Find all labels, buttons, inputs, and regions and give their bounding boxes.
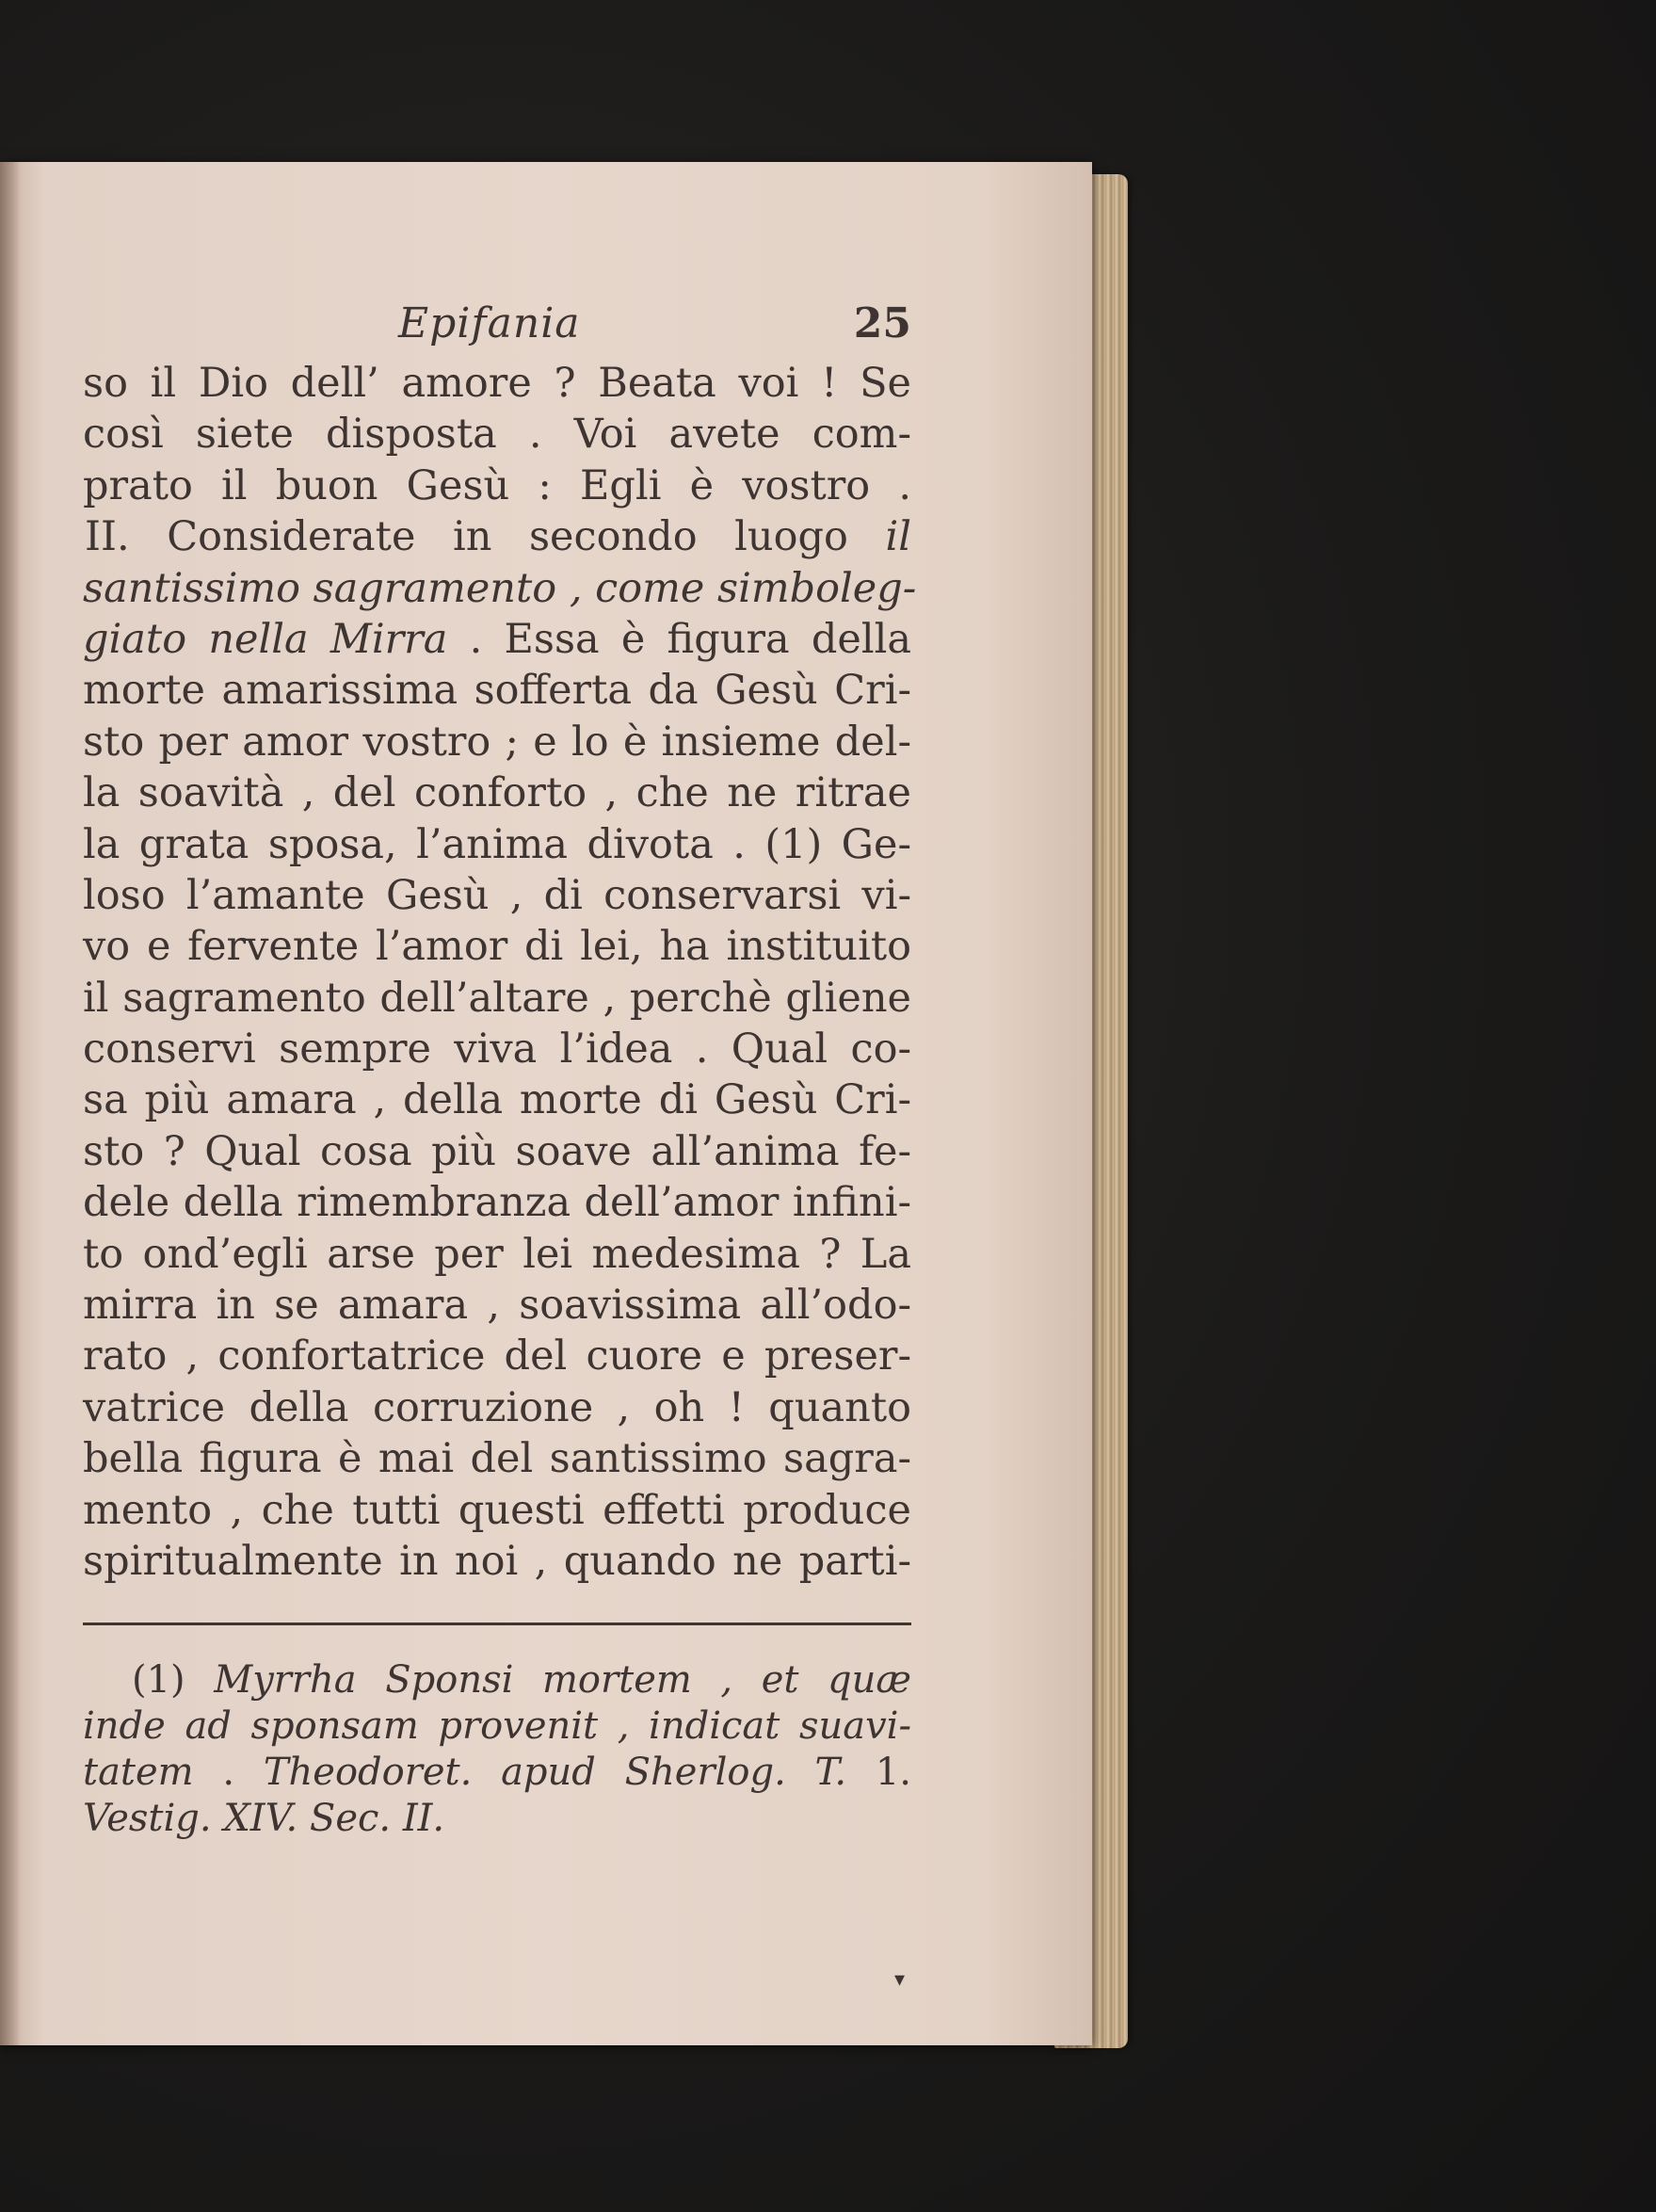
text-line [83, 819, 911, 870]
page-gutter-shadow [0, 162, 21, 2045]
text-line [83, 358, 911, 409]
text-line [83, 1536, 911, 1587]
roman-text: la soavità , del conforto , che ne ritrae [83, 769, 911, 817]
roman-text: II. Considerate in secondo luogo [85, 513, 886, 561]
roman-text: morte amarissima sofferta da Gesù Cri- [83, 667, 911, 715]
text-line [83, 1485, 911, 1536]
text-line [83, 1382, 911, 1433]
text-line [83, 563, 917, 614]
footnote [83, 1657, 911, 1842]
footnote-line [83, 1750, 911, 1796]
text-line [83, 921, 911, 972]
roman-text: la grata sposa, l’anima divota . (1) Ge- [83, 820, 911, 868]
text-line [83, 1074, 911, 1125]
roman-text: 1. [846, 1751, 911, 1795]
roman-text: sto ? Qual cosa più soave all’anima fe- [83, 1127, 911, 1175]
text-line [83, 1126, 911, 1177]
italic-text: Theodoret. apud Sherlog. T. [263, 1751, 847, 1795]
roman-text: sto per amor vostro ; e lo è insieme del- [83, 718, 911, 766]
text-line [83, 1024, 911, 1074]
roman-text: spiritualmente in noi , quando ne parti- [83, 1537, 911, 1585]
roman-text: bella figura è mai del santissimo sagra- [83, 1435, 911, 1483]
body-text [83, 358, 917, 1587]
text-line [83, 1331, 911, 1381]
roman-text: vatrice della corruzione , oh ! quanto [83, 1383, 911, 1431]
text-line [83, 1280, 911, 1331]
page-text-block [83, 299, 917, 1842]
text-line [83, 717, 911, 767]
page-number: 25 [853, 299, 911, 347]
roman-text: mirra in se amara , soavissima all’odo- [83, 1282, 911, 1330]
text-line [83, 614, 911, 665]
roman-text: sa più amara , della morte di Gesù Cri- [83, 1076, 911, 1124]
roman-text: rato , confortatrice del cuore e preser- [83, 1332, 911, 1380]
roman-text: (1) [132, 1658, 215, 1703]
ink-speck: ▾ [894, 1968, 906, 1992]
running-title: Epifania [398, 299, 581, 347]
roman-text: conservi sempre viva l’idea . Qual co- [83, 1025, 911, 1074]
roman-text: il sagramento dell’altare , perchè gliene [83, 974, 911, 1022]
italic-text: giato nella Mirra [83, 615, 448, 663]
roman-text: . Essa è figura della [447, 615, 911, 663]
italic-text: inde ad sponsam provenit , indicat suavi- [83, 1704, 911, 1749]
italic-text: santissimo sagramento , come simboleg- [83, 564, 917, 612]
text-line [83, 511, 911, 562]
roman-text: dele della rimembranza dell’amor infini- [83, 1179, 911, 1227]
italic-text: il [885, 513, 911, 561]
text-line [83, 870, 911, 921]
running-head [83, 299, 911, 358]
text-line [83, 973, 911, 1024]
roman-text: . [193, 1751, 264, 1795]
footnote-line [83, 1657, 911, 1703]
roman-text: so il Dio dell’ amore ? Beata voi ! Se [83, 360, 911, 407]
footnote-line [83, 1703, 911, 1750]
roman-text: prato il buon Gesù : Egli è vostro . [83, 461, 911, 509]
italic-text: tatem [83, 1751, 194, 1795]
text-line [83, 767, 911, 818]
text-line [83, 409, 911, 460]
text-line [83, 460, 911, 511]
roman-text: vo e fervente l’amor di lei, ha instituito [83, 923, 911, 971]
text-line [83, 1433, 911, 1484]
italic-text: Myrrha Sponsi mortem , et quæ [214, 1658, 911, 1703]
roman-text: mento , che tutti questi effetti produce [83, 1486, 911, 1534]
roman-text: to ond’egli arse per lei medesima ? La [83, 1230, 911, 1278]
roman-text: loso l’amante Gesù , di conservarsi vi- [83, 871, 911, 919]
text-line [83, 665, 911, 716]
text-line [83, 1177, 911, 1228]
footnote-line [83, 1796, 911, 1842]
footnote-rule [83, 1623, 911, 1625]
italic-text: Vestig. XIV. Sec. II. [83, 1797, 445, 1841]
text-line [83, 1229, 911, 1280]
roman-text: così siete disposta . Voi avete com- [83, 411, 911, 459]
